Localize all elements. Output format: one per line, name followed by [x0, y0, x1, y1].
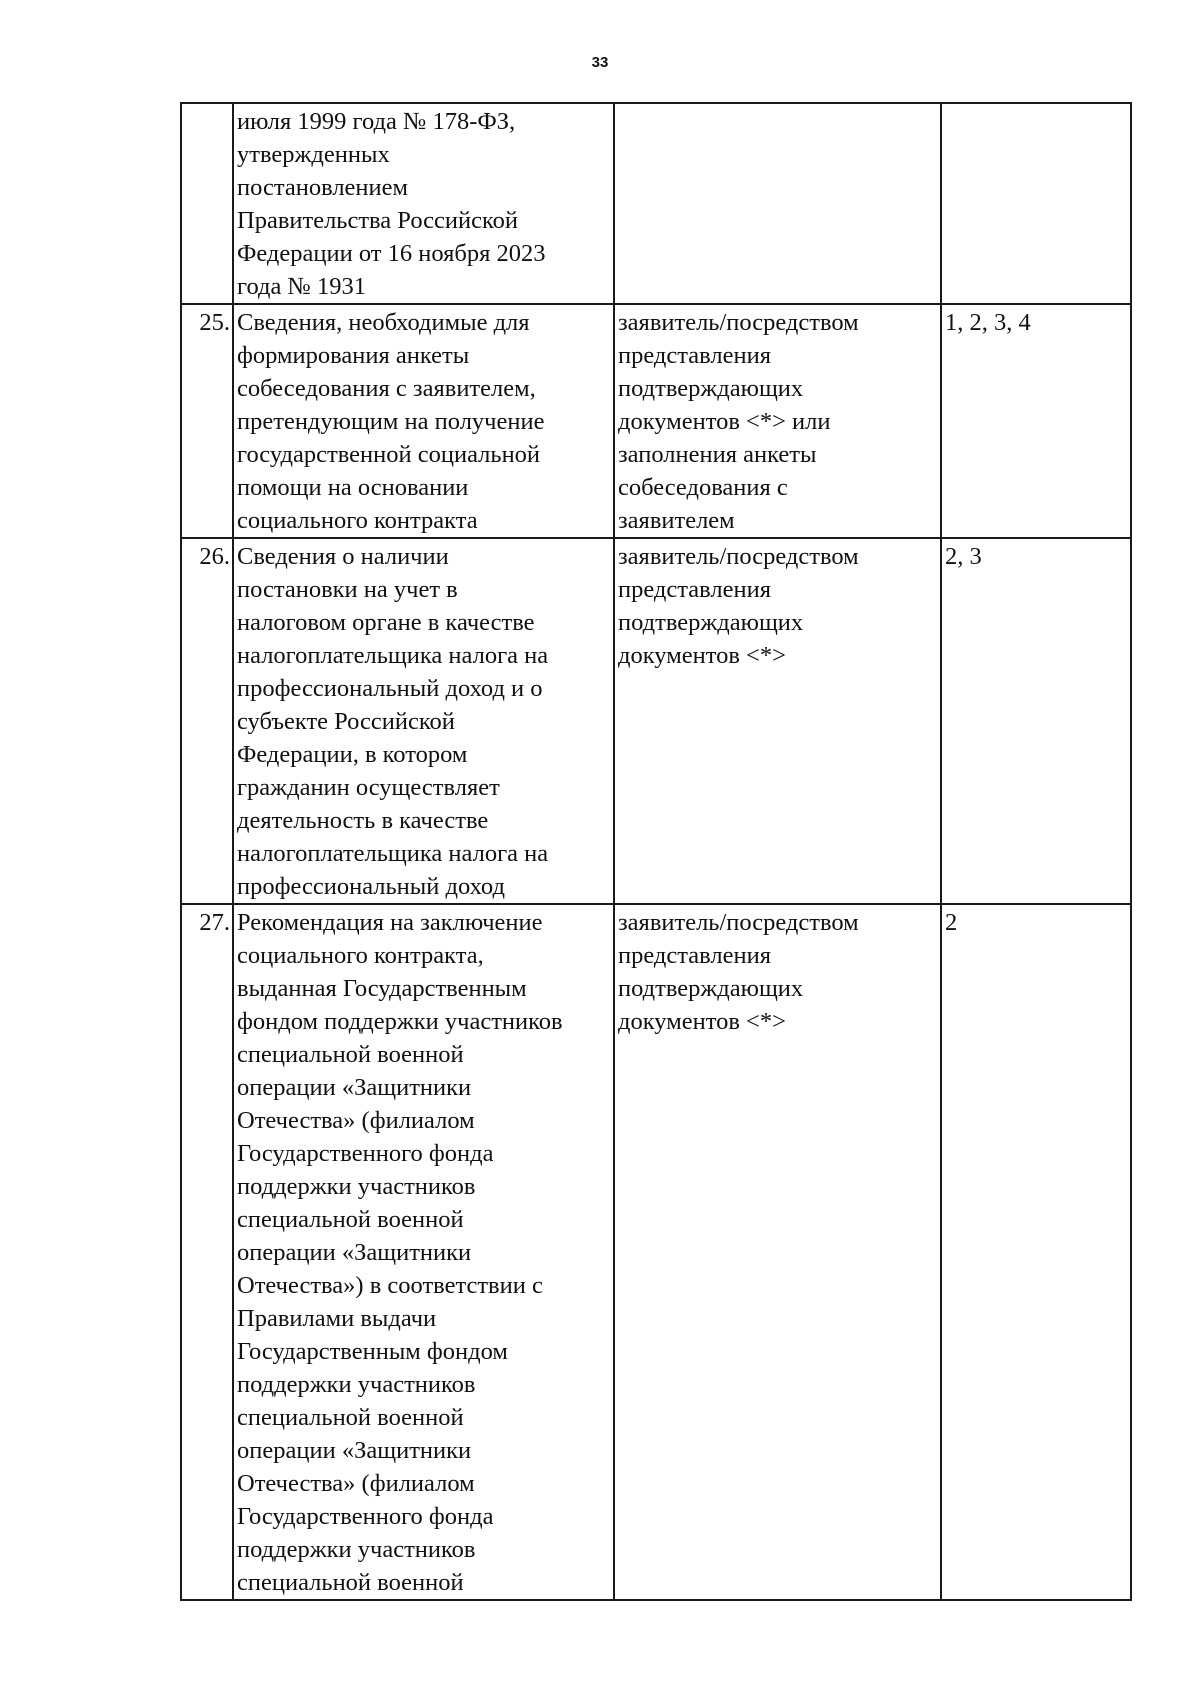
table-row — [181, 538, 1131, 904]
row-number-cell: 26. — [181, 538, 233, 904]
document-name-cell: Рекомендация на заключение социального контракта, выданная Государственным фондом поддержки участников специальной военной операции «Защитники Отечества» (филиалом Государственного фонда поддержки участников специальной военной операции «Защитники Отечества») в соответствии с Правилами выдачи Государственным фондом поддержки участников специальной военной операции «Защитники Отечества» (филиалом Государственного фонда поддержки участников специальной военной — [233, 904, 614, 1600]
document-source-cell: заявитель/посредством представления подтверждающих документов <*> или заполнения анкеты собеседования с заявителем — [614, 304, 941, 538]
document-source-cell — [614, 103, 941, 304]
page-number: 33 — [591, 54, 609, 71]
document-name-cell: Сведения о наличии постановки на учет в налоговом органе в качестве налогоплательщика налога на профессиональный доход и о субъекте Российской Федерации, в котором гражданин осуществляет деятельность в качестве налогоплательщика налога на профессиональный доход — [233, 538, 614, 904]
categories-cell — [941, 103, 1131, 304]
document-source-cell: заявитель/посредством представления подтверждающих документов <*> — [614, 538, 941, 904]
table-row — [181, 103, 1131, 304]
documents-table — [180, 102, 1132, 1601]
categories-cell: 1, 2, 3, 4 — [941, 304, 1131, 538]
row-number-cell: 27. — [181, 904, 233, 1600]
document-source-cell: заявитель/посредством представления подтверждающих документов <*> — [614, 904, 941, 1600]
document-name-cell: Сведения, необходимые для формирования анкеты собеседования с заявителем, претендующим на получение государственной социальной помощи на основании социального контракта — [233, 304, 614, 538]
document-name-cell: июля 1999 года № 178-ФЗ, утвержденных постановлением Правительства Российской Федерации от 16 ноября 2023 года № 1931 — [233, 103, 614, 304]
categories-cell: 2, 3 — [941, 538, 1131, 904]
table-row — [181, 904, 1131, 1600]
row-number-cell — [181, 103, 233, 304]
table-row — [181, 304, 1131, 538]
categories-cell: 2 — [941, 904, 1131, 1600]
row-number-cell: 25. — [181, 304, 233, 538]
